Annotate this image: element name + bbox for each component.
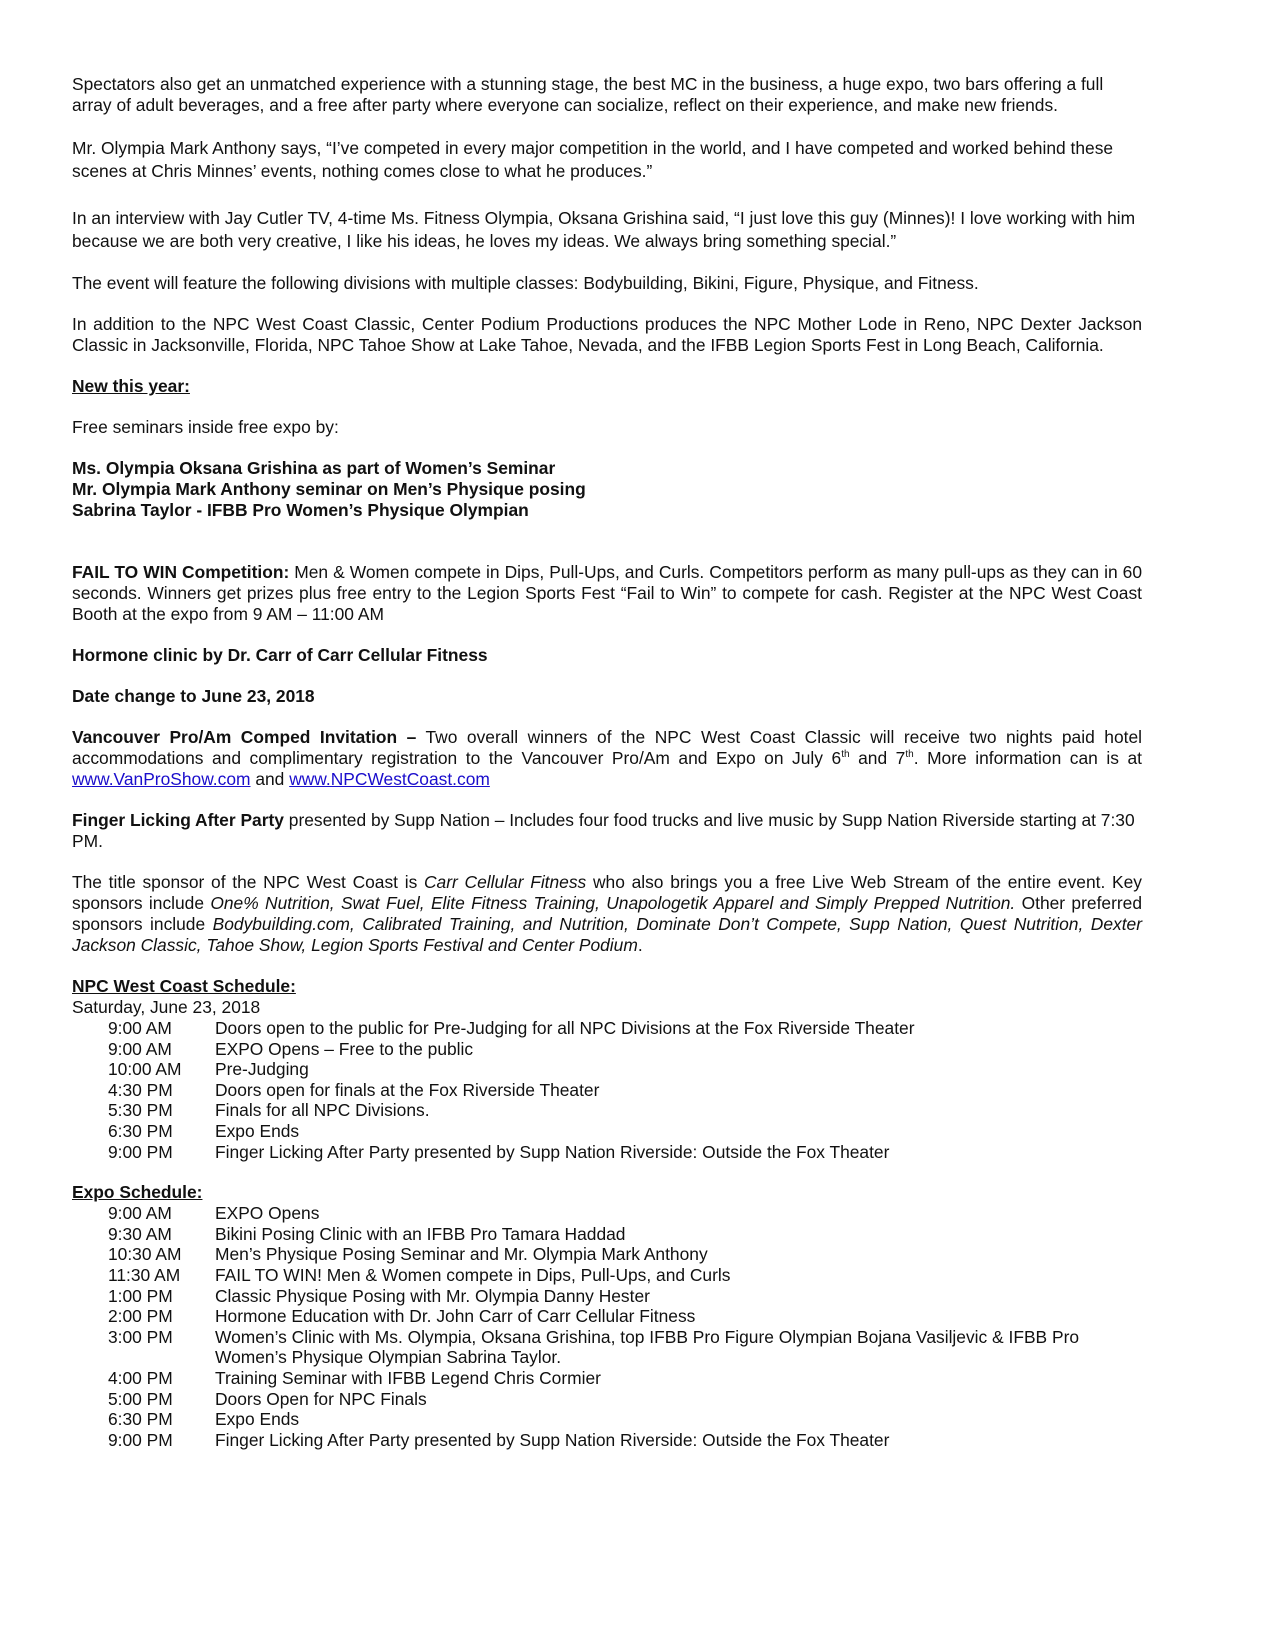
schedule-row: [72, 1018, 1142, 1039]
schedule-time: 9:00 PM: [108, 1141, 173, 1162]
schedule-row: [72, 1142, 1142, 1163]
paragraph-divisions: The event will feature the following divisions with multiple classes: Bodybuilding, Bikini, Figure, Physique, and Fitness.: [72, 273, 979, 293]
schedule-description: Doors open for finals at the Fox Riverside Theater: [215, 1079, 600, 1100]
sponsors-text: The title sponsor of the NPC West Coast is: [72, 872, 424, 892]
schedule-row: [72, 1224, 1142, 1245]
npcwestcoast-link[interactable]: www.NPCWestCoast.com: [289, 769, 490, 789]
schedule-row: [72, 1100, 1142, 1121]
schedule-time: 4:30 PM: [108, 1079, 173, 1100]
schedule-description: Finals for all NPC Divisions.: [215, 1100, 430, 1121]
schedule-time: 10:00 AM: [108, 1059, 182, 1080]
schedule-time: 9:00 PM: [108, 1429, 173, 1450]
paragraph-productions: In addition to the NPC West Coast Classic, Center Podium Productions produces the NPC Mother Lode in Reno, NPC Dexter Jackson Classic in Jacksonville, Florida, NPC Tahoe Show at Lake Tahoe, Nevada, and the IFBB Legion Sports Fest in Long Beach, California.: [72, 314, 1142, 355]
schedule-time: 2:00 PM: [108, 1306, 173, 1327]
schedule-row: [72, 1244, 1142, 1265]
vanproshow-link[interactable]: www.VanProShow.com: [72, 769, 251, 789]
schedule-time: 11:30 AM: [108, 1264, 181, 1285]
expo-schedule-list: [72, 1203, 1142, 1450]
schedule-time: 4:00 PM: [108, 1367, 173, 1388]
schedule-description: Training Seminar with IFBB Legend Chris Cormier: [215, 1367, 601, 1388]
free-seminars-intro: Free seminars inside free expo by:: [72, 417, 339, 437]
schedule-time: 9:00 AM: [108, 1018, 172, 1038]
schedule-description: EXPO Opens – Free to the public: [215, 1038, 474, 1059]
after-party-label: Finger Licking After Party: [72, 810, 284, 830]
schedule-row: [72, 1409, 1142, 1430]
schedule-description: FAIL TO WIN! Men & Women compete in Dips, Pull-Ups, and Curls: [215, 1264, 731, 1285]
hormone-clinic: Hormone clinic by Dr. Carr of Carr Cellular Fitness: [72, 645, 488, 665]
new-this-year-heading: New this year:: [72, 376, 190, 396]
schedule-row: [72, 1430, 1142, 1451]
schedule-row: [72, 1080, 1142, 1101]
date-change: Date change to June 23, 2018: [72, 686, 315, 706]
paragraph-mark-anthony-quote: Mr. Olympia Mark Anthony says, “I’ve competed in every major competition in the world, and I have competed and worked behind these scenes at Chris Minnes’ events, nothing comes close to what he produces.”: [72, 138, 1114, 181]
npc-schedule-date: Saturday, June 23, 2018: [72, 997, 261, 1017]
seminar-item: Mr. Olympia Mark Anthony seminar on Men’s Physique posing: [72, 479, 586, 499]
schedule-time: 9:00 AM: [108, 1203, 172, 1224]
document-page: [72, 74, 1142, 1450]
preferred-sponsors: Bodybuilding.com, Calibrated Training, and Nutrition, Dominate Don’t Compete, Supp Nation, Quest Nutrition, Dexter Jackson Classic, Tahoe Show, Legion Sports Festival and Center Podium: [72, 914, 1142, 955]
schedule-row: [72, 1039, 1142, 1060]
ordinal-suffix: th: [841, 749, 850, 761]
schedule-time: 5:30 PM: [108, 1100, 173, 1121]
schedule-description: Expo Ends: [215, 1120, 300, 1141]
schedule-description: Finger Licking After Party presented by Supp Nation Riverside: Outside the Fox Theater: [215, 1141, 890, 1162]
sponsors-text: who also brings you a free Live Web Stream of the entire event. Key sponsors include: [72, 872, 1142, 913]
seminar-list: [72, 458, 1142, 521]
schedule-row: [72, 1203, 1142, 1224]
fail-to-win-label: FAIL TO WIN Competition:: [72, 562, 290, 582]
schedule-time: 9:30 AM: [108, 1223, 172, 1244]
schedule-description: Men’s Physique Posing Seminar and Mr. Olympia Mark Anthony: [215, 1244, 708, 1265]
schedule-description: Pre-Judging: [215, 1059, 309, 1080]
schedule-row: [72, 1286, 1142, 1307]
schedule-description: Bikini Posing Clinic with an IFBB Pro Tamara Haddad: [215, 1223, 626, 1244]
vancouver-text: . More information can is at: [913, 748, 1142, 768]
key-sponsors: One% Nutrition, Swat Fuel, Elite Fitness Training, Unapologetik Apparel and Simply Prepped Nutrition.: [210, 893, 1016, 913]
schedule-time: 1:00 PM: [108, 1285, 173, 1306]
fail-to-win-text: Men & Women compete in Dips, Pull-Ups, and Curls. Competitors perform as many pull-ups as they can in 60 seconds. Winners get prizes plus free entry to the Legion Sports Fest “Fail to Win” to compete for cash. Register at the NPC West Coast Booth at the expo from 9 AM – 11:00 AM: [72, 562, 1142, 624]
seminar-item: Sabrina Taylor - IFBB Pro Women’s Physique Olympian: [72, 500, 529, 520]
fail-to-win-paragraph: [72, 562, 1142, 625]
vancouver-label: Vancouver Pro/Am Comped Invitation –: [72, 727, 417, 747]
npc-schedule-list: [72, 1018, 1142, 1162]
schedule-description: Classic Physique Posing with Mr. Olympia Danny Hester: [215, 1285, 650, 1306]
sponsors-paragraph: [72, 872, 1142, 956]
sponsors-text: Other preferred sponsors include: [72, 893, 1142, 934]
schedule-row: [72, 1389, 1142, 1410]
npc-schedule-heading: NPC West Coast Schedule:: [72, 976, 296, 996]
vancouver-text: and: [250, 769, 290, 789]
paragraph-oksana-quote: In an interview with Jay Cutler TV, 4-time Ms. Fitness Olympia, Oksana Grishina said, “I just love this guy (Minnes)! I love working with him because we are both very creative, I like his ideas, he loves my ideas. We always bring something special.”: [72, 208, 1136, 251]
expo-schedule-heading: Expo Schedule:: [72, 1182, 203, 1203]
schedule-description: Doors Open for NPC Finals: [215, 1388, 427, 1409]
schedule-description: Expo Ends: [215, 1409, 300, 1430]
schedule-time: 3:00 PM: [108, 1326, 173, 1347]
schedule-row: [72, 1368, 1142, 1389]
after-party-text: presented by Supp Nation – Includes four food trucks and live music by Supp Nation Riverside starting at 7:30 PM.: [72, 810, 1135, 851]
schedule-row: [72, 1265, 1142, 1286]
title-sponsor: Carr Cellular Fitness: [424, 872, 587, 892]
paragraph-spectators: Spectators also get an unmatched experience with a stunning stage, the best MC in the business, a huge expo, two bars offering a full array of adult beverages, and a free after party where everyone can socialize, reflect on their experience, and make new friends.: [72, 74, 1104, 115]
schedule-row: [72, 1121, 1142, 1142]
schedule-time: 6:30 PM: [108, 1120, 173, 1141]
schedule-description: Doors open to the public for Pre-Judging for all NPC Divisions at the Fox Riverside Theater: [215, 1018, 915, 1038]
schedule-row: [72, 1306, 1142, 1327]
vancouver-text: and 7: [849, 748, 906, 768]
schedule-description: Finger Licking After Party presented by Supp Nation Riverside: Outside the Fox Theater: [215, 1429, 890, 1450]
schedule-description: Hormone Education with Dr. John Carr of Carr Cellular Fitness: [215, 1306, 696, 1327]
vancouver-text: Two overall winners of the NPC West Coast Classic will receive two nights paid hotel accommodations and complimentary registration to the Vancouver Pro/Am and Expo on July 6: [72, 727, 1142, 768]
vancouver-paragraph: [72, 727, 1142, 790]
after-party-paragraph: [72, 810, 1142, 852]
schedule-time: 5:00 PM: [108, 1388, 173, 1409]
schedule-description: Women’s Clinic with Ms. Olympia, Oksana Grishina, top IFBB Pro Figure Olympian Bojana Vasiljevic & IFBB Pro Women’s Physique Olympian Sabrina Taylor.: [215, 1326, 1080, 1368]
schedule-time: 10:30 AM: [108, 1244, 182, 1265]
schedule-time: 6:30 PM: [108, 1409, 173, 1430]
seminar-item: Ms. Olympia Oksana Grishina as part of Women’s Seminar: [72, 458, 556, 478]
schedule-time: 9:00 AM: [108, 1038, 172, 1059]
sponsors-text: .: [637, 935, 643, 955]
schedule-description: EXPO Opens: [215, 1203, 320, 1224]
ordinal-suffix: th: [905, 749, 914, 761]
schedule-row: [72, 1059, 1142, 1080]
schedule-row: [72, 1327, 1142, 1368]
